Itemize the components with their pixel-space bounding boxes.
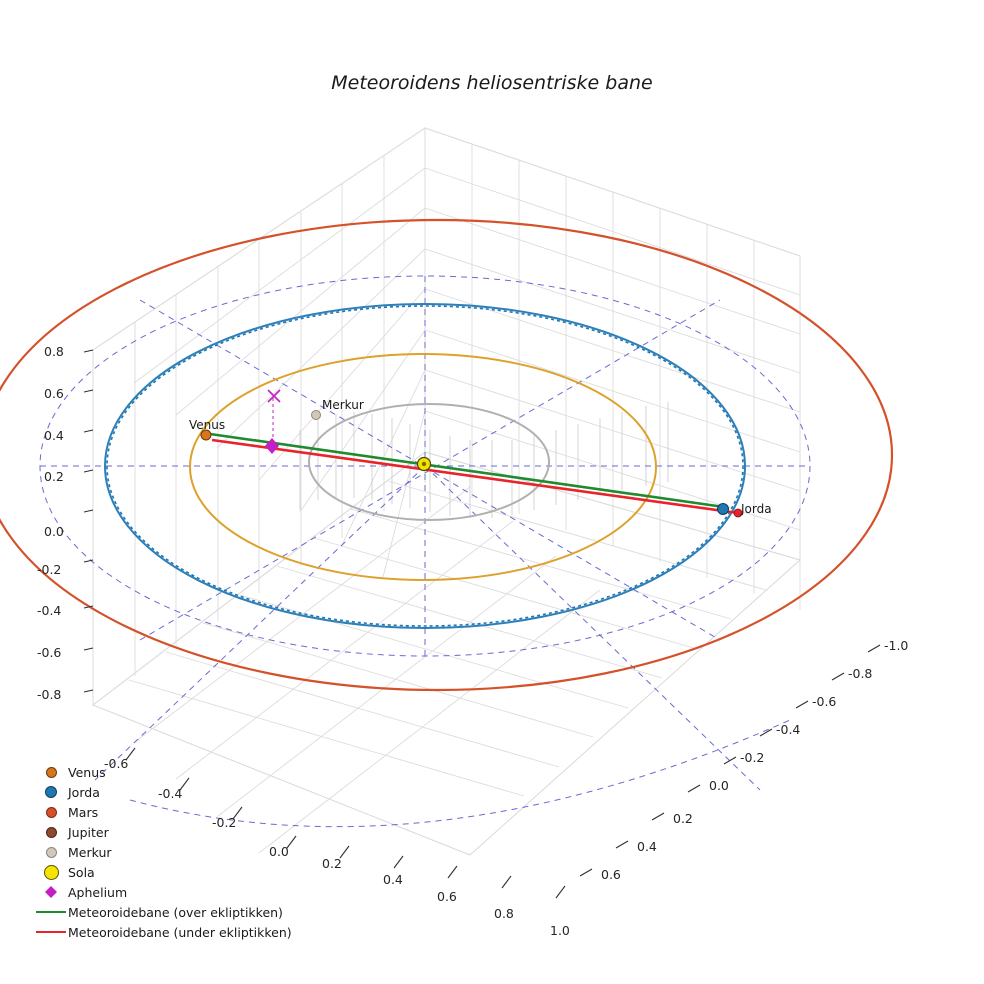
ztick-8: -0.8	[37, 687, 62, 702]
legend-label-venus: Venus	[68, 764, 106, 780]
legend-item-jorda	[34, 782, 334, 802]
jupiter-marker-icon	[34, 827, 68, 838]
legend-item-sola	[34, 862, 334, 882]
legend-item-aphelium	[34, 882, 334, 902]
green-line-icon	[34, 911, 68, 913]
annotation-jorda: Jorda	[741, 502, 772, 516]
ztick-6: -0.4	[37, 603, 62, 618]
xtick-3: 0.0	[269, 844, 289, 859]
ztick-4: 0.0	[44, 524, 64, 539]
merkur-marker-icon	[34, 847, 68, 858]
ytick-3: -0.4	[776, 722, 801, 737]
ytick-1: -0.8	[848, 666, 873, 681]
legend-item-jupiter	[34, 822, 334, 842]
legend-label-meteoroid-above: Meteoroidebane (over ekliptikken)	[68, 904, 283, 920]
legend-label-merkur: Merkur	[68, 844, 112, 860]
ztick-3: 0.2	[44, 469, 64, 484]
legend-item-mars	[34, 802, 334, 822]
xtick-0: -0.6	[104, 756, 129, 771]
legend-label-aphelium: Aphelium	[68, 884, 128, 900]
xtick-2: -0.2	[212, 815, 237, 830]
xtick-8: 1.0	[550, 923, 570, 938]
xtick-5: 0.4	[383, 872, 403, 887]
chart-title: Meteoroidens heliosentriske bane	[331, 72, 653, 94]
sola-marker-icon	[34, 865, 68, 880]
ytick-6: 0.2	[673, 811, 693, 826]
ztick-2: 0.4	[44, 428, 64, 443]
legend-label-jupiter: Jupiter	[68, 824, 109, 840]
legend-label-sola: Sola	[68, 864, 95, 880]
red-line-icon	[34, 931, 68, 933]
ztick-0: 0.8	[44, 344, 64, 359]
legend-item-meteoroid-below	[34, 922, 334, 942]
legend-item-meteoroid-above	[34, 902, 334, 922]
ytick-4: -0.2	[740, 750, 765, 765]
ytick-5: 0.0	[709, 778, 729, 793]
ytick-7: 0.4	[637, 839, 657, 854]
xtick-6: 0.6	[437, 889, 457, 904]
xtick-7: 0.8	[494, 906, 514, 921]
xtick-4: 0.2	[322, 856, 342, 871]
legend-label-meteoroid-below: Meteoroidebane (under ekliptikken)	[68, 924, 292, 940]
ztick-7: -0.6	[37, 645, 62, 660]
legend-label-mars: Mars	[68, 804, 99, 820]
ztick-5: -0.2	[37, 562, 62, 577]
ytick-8: 0.6	[601, 867, 621, 882]
annotation-merkur: Merkur	[322, 398, 364, 412]
venus-marker-icon	[34, 767, 68, 778]
aphelium-marker-icon	[34, 885, 68, 899]
sun-marker	[418, 458, 431, 471]
chart-legend	[34, 762, 334, 942]
legend-item-venus	[34, 762, 334, 782]
jorda-marker-icon	[34, 786, 68, 798]
ytick-2: -0.6	[812, 694, 837, 709]
legend-label-jorda: Jorda	[68, 784, 100, 800]
axes-panes	[93, 128, 800, 855]
ztick-1: 0.6	[44, 386, 64, 401]
xtick-1: -0.4	[158, 786, 183, 801]
ytick-0: -1.0	[884, 638, 909, 653]
legend-item-merkur	[34, 842, 334, 862]
mars-marker-icon	[34, 807, 68, 818]
annotation-venus: Venus	[189, 418, 226, 432]
